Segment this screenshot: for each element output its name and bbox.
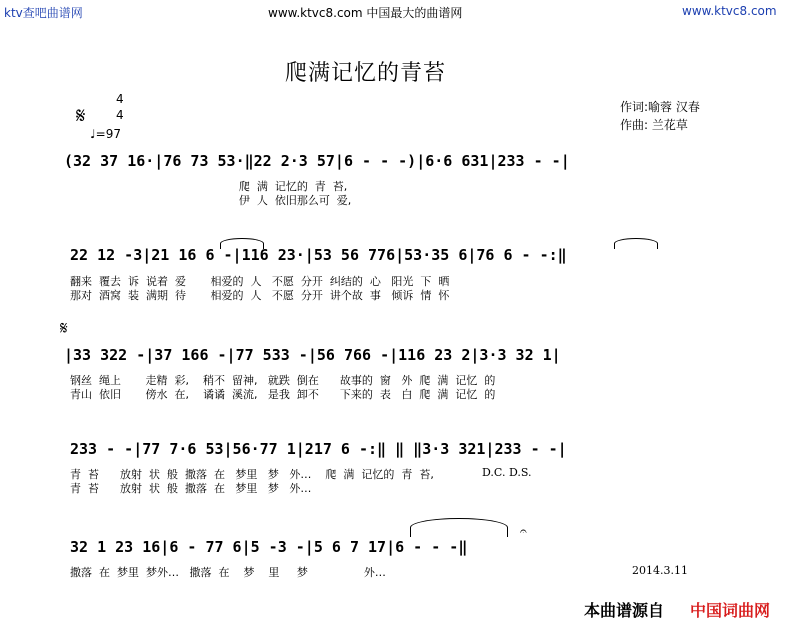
score-title: 爬满记忆的青苔: [285, 61, 447, 86]
footer-source-label: 本曲谱源自: [584, 601, 665, 620]
lyrics-line-2-verse-1: 翻来 覆去 诉 说着 爱 相爱的 人 不愿 分开 纠结的 心 阳光 下 晒: [70, 275, 450, 288]
notation-line-3: |33 322 -|37 166 -|77 533 -|56 766 -|116 23 2|3·3 32 1|: [64, 346, 561, 364]
lyrics-line-4-verse-2: 青 苔 放射 状 般 撒落 在 梦里 梦 外…: [70, 482, 312, 495]
lyrics-line-3-verse-2: 青山 依旧 傍水 在, 谲谲 溪流, 是我 卸不 下来的 表 白 爬 满 记忆 的: [70, 388, 496, 401]
slur-mark: [220, 238, 264, 249]
notation-line-2: 22 12 -3|21 16 6 -|116 23·|53 56 776|53·35 6|76 6 - -:‖: [70, 246, 567, 264]
segno-clef-icon: 𝄋: [76, 104, 86, 129]
center-site-tag: 中国最大的曲谱网: [366, 6, 463, 20]
tempo-mark: ♩=97: [90, 127, 121, 141]
right-site-label: www.ktvc8.com: [682, 4, 777, 18]
lyrics-line-1-verse-1: 爬 满 记忆的 青 苔,: [64, 180, 348, 193]
fermata-icon: 𝄐: [520, 524, 527, 538]
notation-line-1: (32 37 16·|76 73 53·‖22 2·3 57|6 - - -)|6·6 631|233 - -|: [64, 152, 570, 170]
notation-line-5: 32 1 23 16|6 - 77 6|5 -3 -|5 6 7 17|6 - - -‖: [70, 538, 468, 556]
segno-icon: 𝄋: [60, 318, 68, 339]
lyrics-line-2-verse-2: 那对 酒窝 装 满期 待 相爱的 人 不愿 分开 讲个故 事 倾诉 情 怀: [70, 289, 450, 302]
lyrics-line-5: 撒落 在 梦里 梦外… 撒落 在 梦 里 梦 外…: [70, 566, 386, 579]
time-signature-bottom: 4: [116, 108, 124, 122]
dc-ds-mark: D.C. D.S.: [482, 466, 532, 479]
notation-line-4: 233 - -|77 7·6 53|56·77 1|217 6 -:‖ ‖ ‖3·3 321|233 - -|: [70, 440, 567, 458]
lyrics-line-1-verse-2: 伊 人 依旧那么可 爱,: [64, 194, 352, 207]
time-signature-top: 4: [116, 92, 124, 106]
center-site-label: [268, 4, 462, 21]
slur-mark: [614, 238, 658, 249]
footer-source-site[interactable]: 中国词曲网: [690, 601, 771, 620]
composer-credit: 作曲: 兰花草: [620, 118, 688, 132]
lyricist-credit: 作词:喻蓉 汉春: [620, 100, 700, 114]
lyrics-line-3-verse-1: 钢丝 绳上 走精 彩, 稍不 留神, 就跌 倒在 故事的 窗 外 爬 满 记忆 的: [70, 374, 496, 387]
center-site-url: www.ktvc8.com: [268, 6, 363, 20]
left-site-label: ktv查吧曲谱网: [4, 6, 83, 20]
slur-mark: [410, 518, 508, 537]
lyrics-line-4-verse-1: 青 苔 放射 状 般 撒落 在 梦里 梦 外… 爬 满 记忆的 青 苔,: [70, 468, 434, 481]
date-stamp: 2014.3.11: [632, 564, 688, 577]
